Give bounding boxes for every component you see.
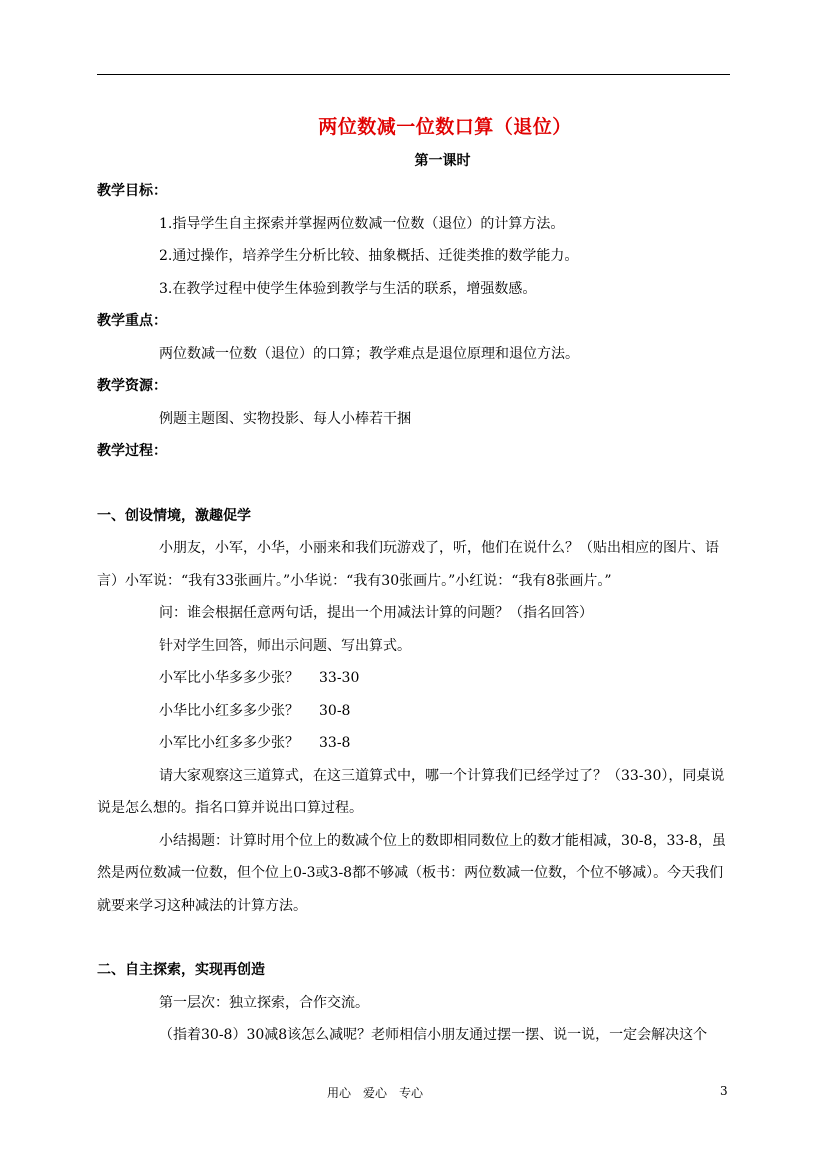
equation: 33-30 [319, 670, 360, 686]
equation: 30-8 [319, 702, 351, 719]
page-subtitle: 第一课时 [414, 153, 471, 169]
question-text: 小军比小红多多少张？ [159, 735, 299, 751]
equation: 33-8 [319, 735, 351, 751]
goal-item: 1.指导学生自主探索并掌握两位数减一位数（退位）的计算方法。 [159, 215, 565, 232]
question-text: 小华比小红多多少张？ [159, 702, 299, 719]
part1-paragraph: 针对学生回答，师出示问题、写出算式。 [159, 637, 411, 654]
part1-paragraph: 请大家观察这三道算式，在这三道算式中，哪一个计算我们已经学过了？（33-30），同桌说说是怎么想的。指名口算并说出口算过程。 [97, 767, 725, 816]
document-body [97, 175, 733, 1052]
part2-paragraph: 第一层次：独立探索，合作交流。 [159, 994, 369, 1011]
part1-paragraph: 问：谁会根据任意两句话，提出一个用减法计算的问题？（指名回答） [159, 605, 593, 621]
goal-item: 3.在教学过程中使学生体验到教学与生活的联系，增强数感。 [159, 280, 537, 297]
page-number: 3 [720, 1084, 728, 1098]
goal-item: 2.通过操作，培养学生分析比较、抽象概括、迁徙类推的数学能力。 [159, 248, 579, 264]
question-line [97, 662, 733, 695]
resources-heading: 教学资源： [97, 378, 167, 394]
part2-paragraph: （指着30-8）30减8该怎么减呢？老师相信小朋友通过摆一摆、说一说，一定会解决这个 [159, 1027, 708, 1043]
question-line [97, 695, 733, 728]
resources-text: 例题主题图、实物投影、每人小棒若干捆 [159, 410, 411, 427]
page-title: 两位数减一位数口算（退位） [318, 116, 572, 138]
part1-paragraph: 小朋友，小军，小华，小丽来和我们玩游戏了，听，他们在说什么？（贴出相应的图片、语言）小军说：“我有33张画片。”小华说：“我有30张画片。”小红说：“我有8张画片。” [97, 540, 719, 589]
part1-paragraph: 小结揭题：计算时用个位上的数减个位上的数即相同数位上的数才能相减，30-8，33-8，虽然是两位数减一位数，但个位上0-3或3-8都不够减（板书：两位数减一位数，个位不够减）。今天我们就要来学习这种减法的计算方法。 [97, 832, 726, 914]
question-text: 小军比小华多多少张？ [159, 670, 299, 686]
focus-heading: 教学重点： [97, 313, 167, 329]
goals-heading: 教学目标： [97, 183, 167, 199]
part1-heading: 一、创设情境，激趣促学 [97, 507, 251, 524]
question-line [97, 727, 733, 760]
header-rule [97, 74, 730, 75]
part2-heading: 二、自主探索，实现再创造 [97, 962, 265, 978]
footer-motto: 用心 爱心 专心 [326, 1086, 423, 1100]
focus-text: 两位数减一位数（退位）的口算；教学难点是退位原理和退位方法。 [159, 345, 579, 362]
process-heading: 教学过程： [97, 443, 167, 459]
